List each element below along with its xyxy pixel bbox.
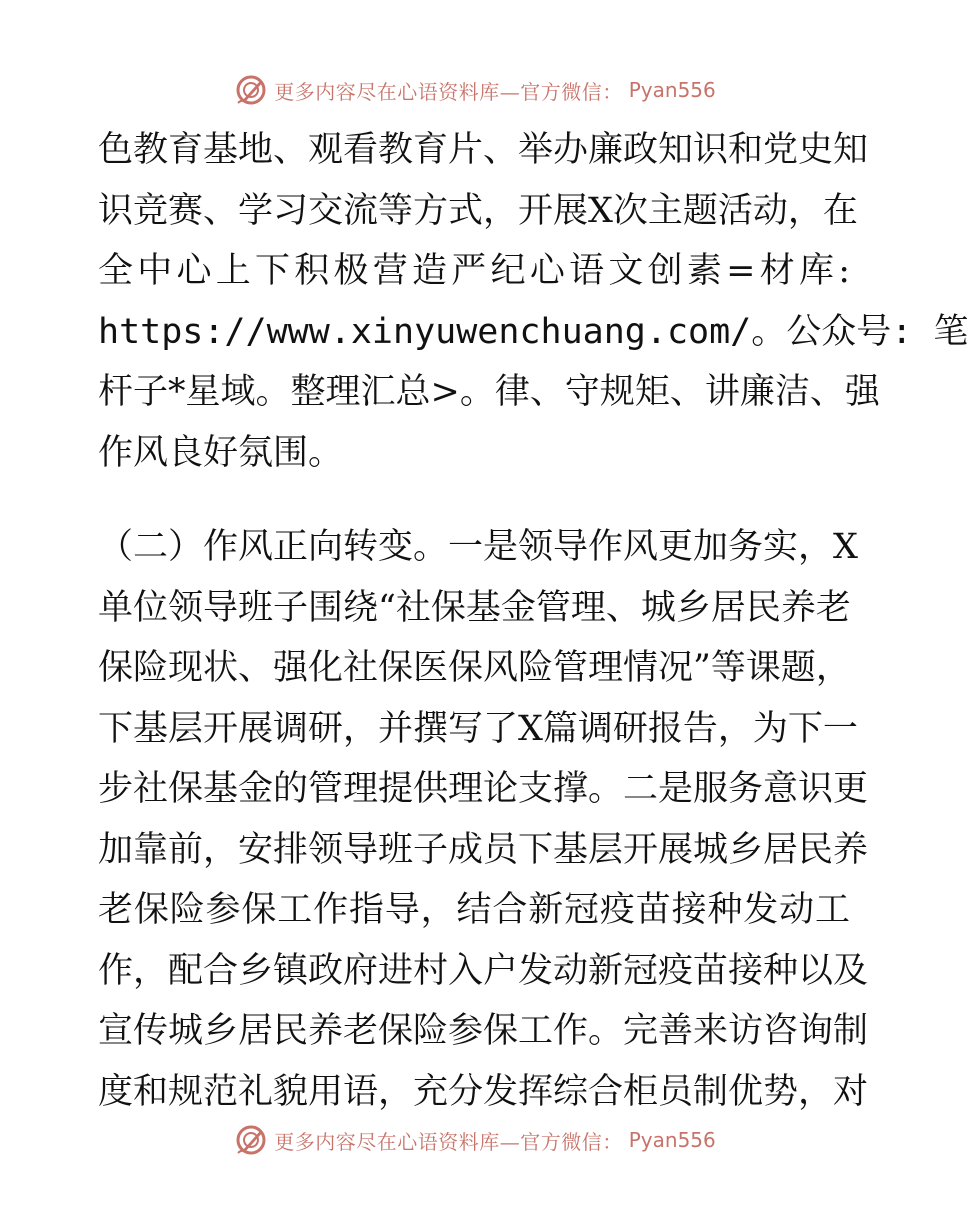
text-line: 作，配合乡镇政府进村入户发动新冠疫苗接种以及 xyxy=(98,950,869,991)
footer-watermark xyxy=(0,1120,950,1160)
text-line: 老保险参保工作指导，结合新冠疫苗接种发动工 xyxy=(98,890,850,930)
text-line: （二）作风正向转变。一是领导作风更加务实，X xyxy=(98,527,858,567)
text-line: 加靠前，安排领导班子成员下基层开展城乡居民养 xyxy=(98,829,869,870)
text-line: 单位领导班子围绕“社保基金管理、城乡居民养老 xyxy=(98,587,851,628)
text-line: 保险现状、强化社保医保风险管理情况”等课题， xyxy=(98,648,851,688)
watermark-wechat-id: Pyan556 xyxy=(628,78,716,102)
paragraph-2 xyxy=(98,517,869,1122)
watermark-text: 更多内容尽在心语资料库—官方微信： xyxy=(274,1129,623,1154)
text-line: 宣传城乡居民养老保险参保工作。完善来访咨询制 xyxy=(98,1011,869,1051)
text-line: 全中心上下积极营造严纪心语文创素=材库: xyxy=(98,251,850,291)
text-line: 识竞赛、学习交流等方式，开展X次主题活动，在 xyxy=(98,190,858,231)
paragraph-1 xyxy=(98,120,968,483)
text-line: 杆子*星域。整理汇总>。律、守规矩、讲廉洁、强 xyxy=(98,372,880,412)
text-line: 下基层开展调研，并撰写了X篇调研报告，为下一 xyxy=(98,708,858,749)
text-line-url: https://www.xinyuwenchuang.com/。公众号: 笔 xyxy=(98,311,968,352)
seal-pen-logo-icon xyxy=(234,1123,268,1157)
text-line: 色教育基地、观看教育片、举办廉政知识和党史知 xyxy=(98,130,869,170)
watermark-text: 更多内容尽在心语资料库—官方微信： xyxy=(274,79,623,104)
text-line: 度和规范礼貌用语，充分发挥综合柜员制优势，对 xyxy=(98,1071,869,1112)
watermark-wechat-id: Pyan556 xyxy=(628,1128,716,1152)
text-line: 步社保基金的管理提供理论支撑。二是服务意识更 xyxy=(98,769,869,809)
document-body xyxy=(98,120,968,1122)
seal-pen-logo-icon xyxy=(234,73,268,107)
header-watermark xyxy=(0,70,950,110)
text-line: 作风良好氛围。 xyxy=(98,432,344,473)
